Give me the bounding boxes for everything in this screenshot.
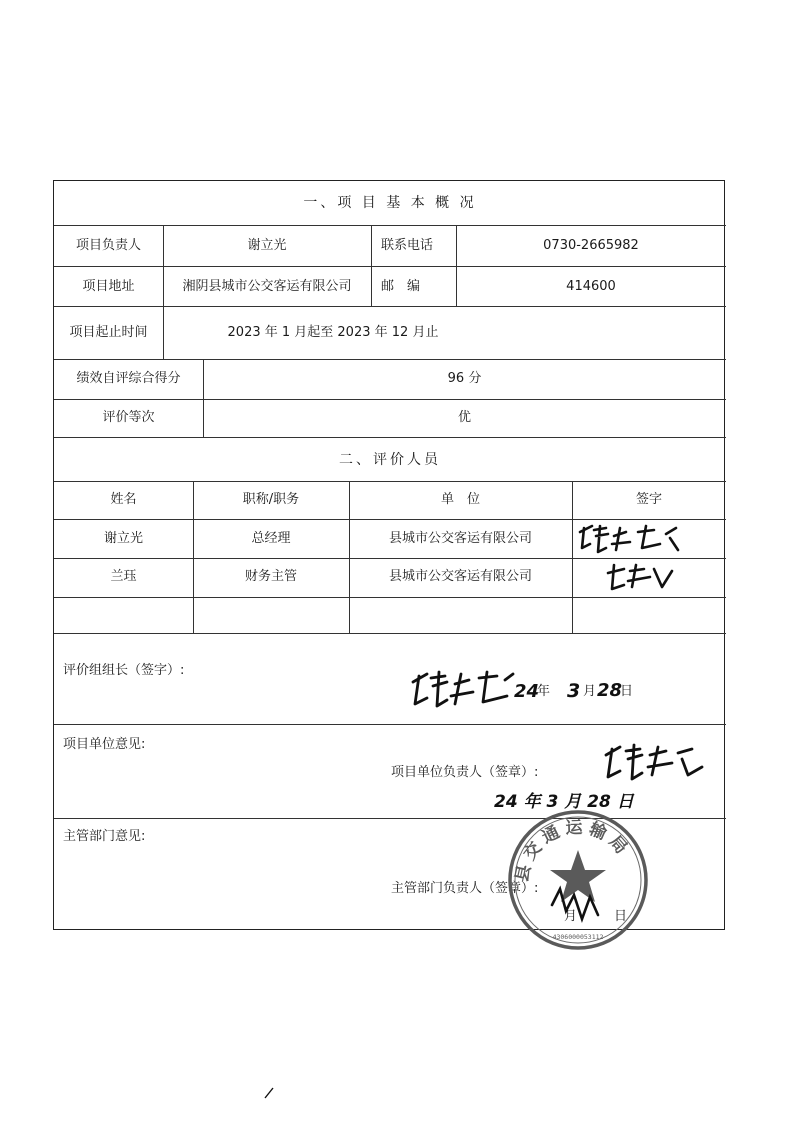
dept-opinion-label: 主管部门意见: bbox=[63, 829, 146, 844]
header-unit: 单 位 bbox=[440, 492, 480, 507]
dept-date-month-suffix: 月 bbox=[564, 909, 578, 924]
phone-value: 0730-2665982 bbox=[543, 238, 639, 253]
unit-head-handwritten-signature bbox=[602, 741, 708, 785]
postcode-label: 邮 编 bbox=[381, 279, 421, 294]
row-2-name: 兰珏 bbox=[110, 569, 137, 584]
row-1-name: 谢立光 bbox=[103, 531, 143, 546]
row-2-handwritten-signature bbox=[602, 561, 682, 595]
dept-date-day-suffix: 日 bbox=[614, 909, 628, 924]
stray-pen-mark bbox=[262, 1086, 276, 1100]
dept-head-signature-label: 主管部门负责人（签章）: bbox=[391, 881, 539, 896]
row-2-unit: 县城市公交客运有限公司 bbox=[388, 569, 532, 584]
unit-head-date: 24 年 3 月 28 日 bbox=[494, 792, 634, 812]
score-value: 96 分 bbox=[447, 371, 482, 386]
grade-value: 优 bbox=[457, 410, 471, 425]
leader-date-month-suffix: 月 bbox=[583, 684, 597, 699]
leader-date-year: 24 bbox=[514, 681, 540, 702]
period-value: 2023 年 1 月起至 2023 年 12 月止 bbox=[227, 325, 439, 340]
leader-signature-label: 评价组组长（签字）: bbox=[63, 663, 185, 678]
phone-label: 联系电话 bbox=[381, 238, 434, 253]
row-1-unit: 县城市公交客运有限公司 bbox=[388, 531, 532, 546]
row-2-title: 财务主管 bbox=[244, 569, 297, 584]
leader-date-month: 3 bbox=[567, 680, 581, 702]
address-value: 湘阴县城市公交客运有限公司 bbox=[182, 279, 352, 294]
seal-ring-text: 县交通运输局 bbox=[512, 817, 635, 884]
section-2-title: 二、评价人员 bbox=[339, 452, 441, 468]
pm-label: 项目负责人 bbox=[75, 238, 141, 253]
official-seal-stamp bbox=[500, 785, 655, 955]
section-1-title: 一、项 目 基 本 概 况 bbox=[303, 195, 477, 211]
leader-date-day: 28 bbox=[597, 680, 623, 701]
row-1-title: 总经理 bbox=[251, 531, 291, 546]
header-name: 姓名 bbox=[110, 492, 137, 507]
seal-code: 4306000053112 bbox=[552, 933, 604, 941]
address-label: 项目地址 bbox=[82, 279, 135, 294]
postcode-value: 414600 bbox=[566, 279, 616, 294]
row-1-handwritten-signature bbox=[576, 522, 696, 556]
unit-head-signature-label: 项目单位负责人（签章）: bbox=[391, 765, 539, 780]
header-title: 职称/职务 bbox=[242, 492, 300, 507]
leader-handwritten-signature bbox=[409, 668, 521, 712]
grade-label: 评价等次 bbox=[102, 410, 155, 425]
score-label: 绩效自评综合得分 bbox=[76, 371, 181, 386]
pm-value: 谢立光 bbox=[247, 238, 287, 253]
leader-date-day-suffix: 日 bbox=[620, 684, 634, 699]
header-signature: 签字 bbox=[635, 492, 662, 507]
period-label: 项目起止时间 bbox=[69, 325, 148, 340]
unit-opinion-label: 项目单位意见: bbox=[63, 737, 146, 752]
leader-date-year-suffix: 年 bbox=[537, 684, 551, 699]
